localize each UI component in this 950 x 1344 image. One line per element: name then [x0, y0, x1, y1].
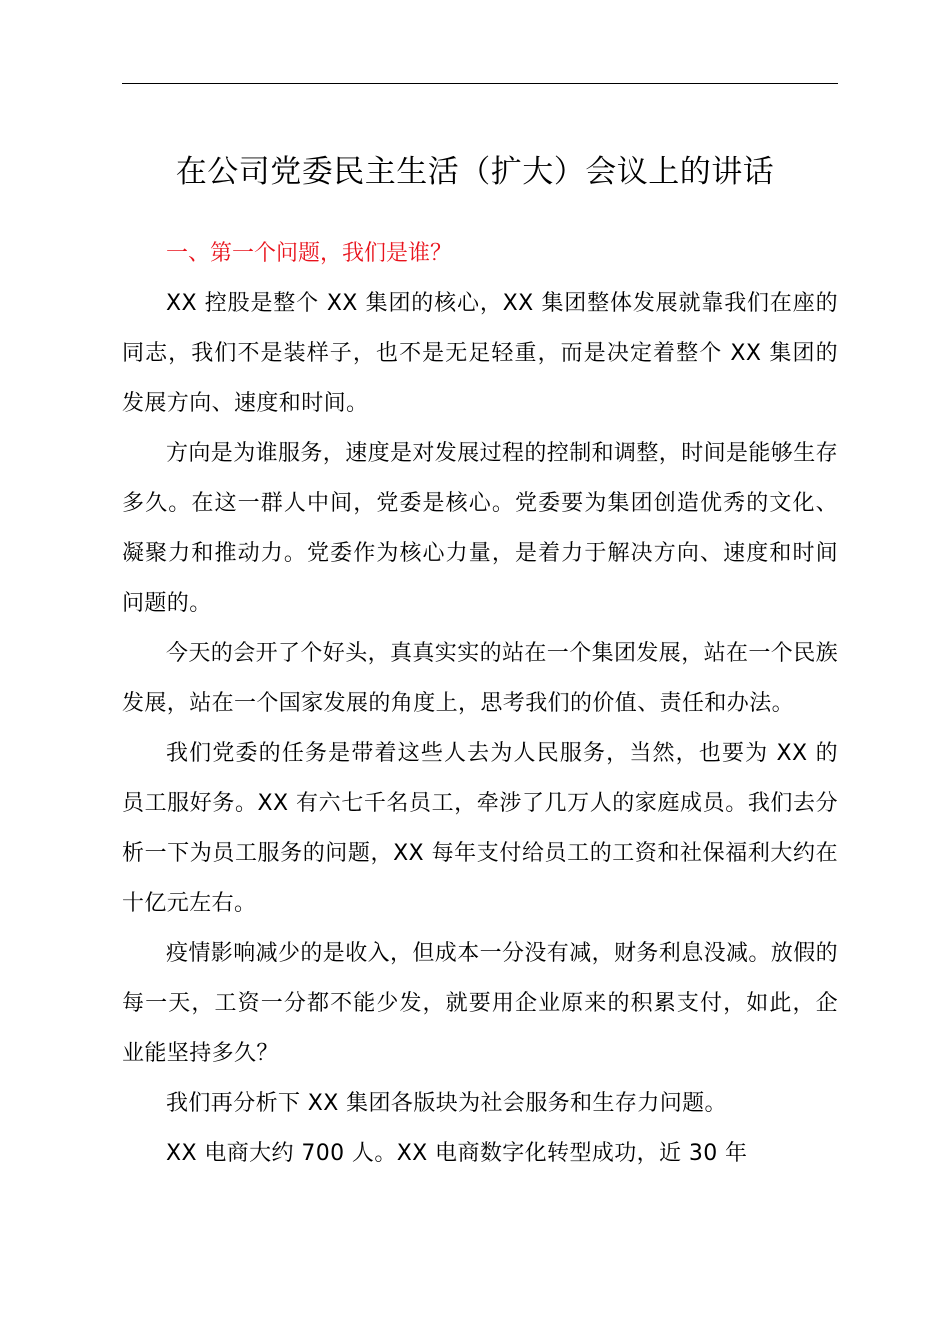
- paragraph: 今天的会开了个好头，真真实实的站在一个集团发展，站在一个民族发展，站在一个国家发展的角度上，思考我们的价值、责任和办法。: [122, 641, 839, 716]
- paragraph: 疫情影响减少的是收入，但成本一分没有减，财务利息没减。放假的每一天，工资一分都不能少发，就要用企业原来的积累支付，如此，企业能坚持多久？: [122, 941, 839, 1066]
- document-title: 在公司党委民主生活（扩大）会议上的讲话: [175, 154, 775, 190]
- paragraph: XX 电商大约 700 人。XX 电商数字化转型成功，近 30 年: [166, 1141, 748, 1166]
- section-heading: 一、第一个问题，我们是谁？: [166, 241, 453, 266]
- header-rule: [122, 83, 838, 84]
- document-body: [122, 229, 838, 1179]
- paragraph: 方向是为谁服务，速度是对发展过程的控制和调整，时间是能够生存多久。在这一群人中间，党委是核心。党委要为集团创造优秀的文化、凝聚力和推动力。党委作为核心力量，是着力于解决方向、速度和时间问题的。: [122, 441, 839, 616]
- paragraph: 我们党委的任务是带着这些人去为人民服务，当然，也要为 XX 的员工服好务。XX 有六七千名员工，牵涉了几万人的家庭成员。我们去分析一下为员工服务的问题，XX 每年支付给员工的工资和社保福利大约在十亿元左右。: [122, 741, 838, 916]
- paragraph: XX 控股是整个 XX 集团的核心，XX 集团整体发展就靠我们在座的同志，我们不是装样子，也不是无足轻重，而是决定着整个 XX 集团的发展方向、速度和时间。: [122, 291, 838, 416]
- paragraph: 我们再分析下 XX 集团各版块为社会服务和生存力问题。: [166, 1091, 727, 1116]
